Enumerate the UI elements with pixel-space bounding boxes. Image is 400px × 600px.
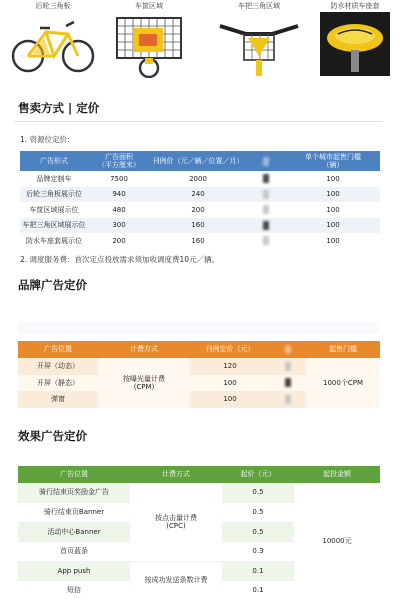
redacted-mark [263,157,269,166]
photo-label: 后轮三角板 [35,2,71,10]
photo-handlebar [214,0,304,78]
cell-threshold: 100 [286,187,380,203]
photo-label: 车筐区域 [135,2,163,10]
table-row [20,233,380,249]
cell-price: 100 [190,375,270,392]
cell-price: 0.5 [222,522,294,542]
cell-price: 200 [150,202,246,218]
cell-ad-position: 短信 [18,581,130,600]
table-row [20,187,380,203]
header-city-threshold: 单个城市起售门槛 （辆） [286,151,380,171]
header-minimum-spend: 起投金额 [294,466,380,483]
cell-price: 0.1 [222,561,294,581]
redacted-mark [285,362,291,371]
cell-ad-format: 品牌定制车 [20,171,88,187]
cell-ad-position: 弹窗 [18,391,98,408]
redacted-mark [263,221,269,230]
photo-label: 防水材质车座套 [330,2,380,10]
redacted-mark [263,190,269,199]
header-billing-method: 计费方式 [130,466,222,483]
cell-area: 480 [88,202,150,218]
cell-area: 200 [88,233,150,249]
redacted-mark [285,395,291,404]
cell-ad-position: 骑行结束页Banner [18,503,130,523]
cell-price: 120 [190,358,270,375]
cell-redacted [246,202,286,218]
photo-label: 车把三角区域 [238,2,280,10]
cell-billing-cpc: 按点击量计费 (CPC) [130,483,222,561]
cell-ad-position: 骑行结束页奖励金广告 [18,483,130,503]
redacted-mark [263,174,269,183]
decorative-band [18,322,380,334]
cell-threshold: 1000个CPM [306,358,380,408]
photo-rear-triangle [8,0,98,78]
cell-redacted [270,391,306,408]
cell-threshold: 100 [286,233,380,249]
cell-billing-method: 按曝光量计费 (CPM) [98,358,190,408]
waterproof-seat-cover-icon [320,12,390,76]
cell-area: 300 [88,218,150,234]
cell-ad-format: 车筐区域展示位 [20,202,88,218]
table-header-row [18,341,380,358]
header-redacted [246,151,286,171]
handlebar-triangle-icon [216,12,302,78]
performance-ad-pricing-table [18,466,380,600]
section-title-sales-method: 售卖方式 | 定价 [18,101,100,115]
cell-price: 160 [150,218,246,234]
cell-price: 2000 [150,171,246,187]
section-title-brand-ad-pricing: 品牌广告定价 [18,278,87,292]
header-ad-position: 广告位置 [18,341,98,358]
table-row [18,358,380,375]
redacted-mark [263,236,269,245]
redacted-mark [285,378,291,387]
cell-redacted [246,233,286,249]
dispatch-fee-note: 2. 调度服务费：首次定点投放需求须加收调度费10元／辆。 [20,255,220,264]
cell-area: 940 [88,187,150,203]
cell-price: 0.3 [222,542,294,562]
cell-ad-format: 后轮三角板展示位 [20,187,88,203]
cell-price: 160 [150,233,246,249]
redacted-mark [285,345,291,354]
cell-ad-position: 活动中心Banner [18,522,130,542]
subheading-resource-pricing: 1. 资源位定价: [20,135,70,144]
bicycle-rear-triangle-icon [10,12,96,78]
table-row [20,218,380,234]
header-starting-price: 起价（元） [222,466,294,483]
cell-threshold: 100 [286,218,380,234]
header-billing-method: 计费方式 [98,341,190,358]
table-header-row [18,466,380,483]
cell-price: 100 [190,391,270,408]
cell-ad-position: App push [18,561,130,581]
cell-redacted [270,358,306,375]
cell-minimum-spend: 10000元 [294,483,380,600]
header-ad-position: 广告位置 [18,466,130,483]
header-list-price: 刊例定价（元） [190,341,270,358]
cell-price: 0.1 [222,581,294,600]
bike-basket-icon [111,12,187,78]
photo-seat-cover [316,0,394,76]
cell-ad-format: 防水车座套展示位 [20,233,88,249]
cell-redacted [246,171,286,187]
cell-billing-per-send: 按成功发送条数计费 [130,561,222,600]
cell-price: 240 [150,187,246,203]
cell-redacted [246,187,286,203]
cell-price: 0.5 [222,483,294,503]
redacted-mark [263,205,269,214]
brand-ad-pricing-table [18,341,380,408]
table-row [20,202,380,218]
header-ad-area: 广告面积 （平方厘米） [88,151,150,171]
cell-redacted [270,375,306,392]
cell-ad-format: 车把三角区域展示位 [20,218,88,234]
divider [14,121,382,122]
cell-ad-position: 开屏（动态） [18,358,98,375]
table-header-row [20,151,380,171]
photo-basket [104,0,194,78]
cell-ad-position: 开屏（静态） [18,375,98,392]
header-ad-format: 广告形式 [20,151,88,171]
cell-threshold: 100 [286,202,380,218]
cell-area: 7500 [88,171,150,187]
table-row [18,483,380,503]
cell-threshold: 100 [286,171,380,187]
section-title-performance-ad-pricing: 效果广告定价 [18,429,87,443]
header-redacted [270,341,306,358]
resource-pricing-table [20,151,380,249]
header-list-price: 刊例价（元／辆／位置／月） [150,151,246,171]
cell-price: 0.5 [222,503,294,523]
table-row [20,171,380,187]
cell-ad-position: 首页蓝条 [18,542,130,562]
header-threshold: 起售门槛 [306,341,380,358]
product-photos-row [0,0,400,92]
cell-redacted [246,218,286,234]
